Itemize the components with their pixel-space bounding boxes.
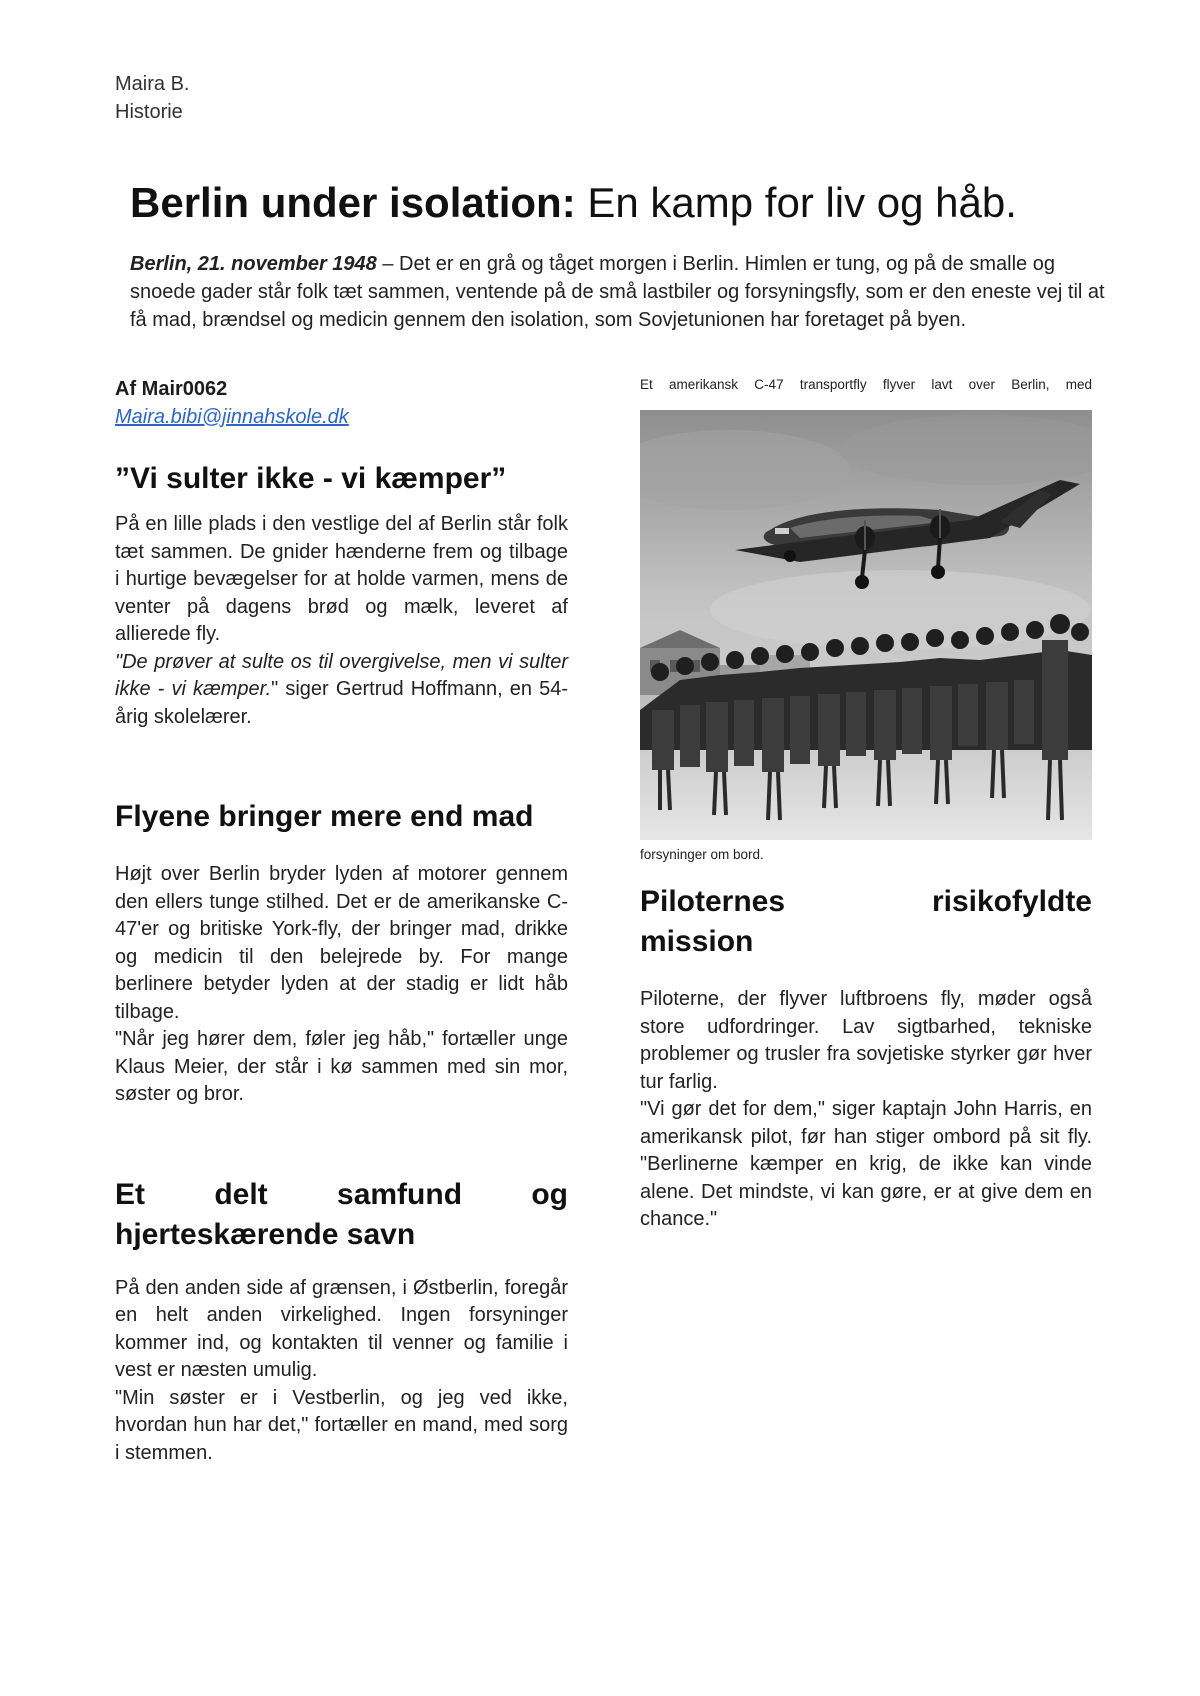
subject-name: Historie [115, 101, 183, 123]
section-quote: "Når jeg hører dem, føler jeg håb," fortæller unge Klaus Meier, der står i kø sammen med sin mor, søster og bror. [115, 1028, 568, 1105]
right-column [640, 376, 1092, 1234]
figure-caption-bottom: forsyninger om bord. [640, 847, 764, 862]
author-email-link[interactable]: Maira.bibi@jinnahskole.dk [115, 406, 349, 428]
dateline: Berlin, 21. november 1948 [130, 253, 377, 275]
section-quote: "Vi gør det for dem," siger kaptajn John Harris, en amerikansk pilot, før han stiger ombord på sit fly. "Berlinerne kæmper en krig, de ikke kan vinde alene. Det mindste, vi kan gøre, er at give dem en chance." [640, 1098, 1092, 1230]
title-bold: Berlin under isolation: [130, 179, 576, 226]
section-heading-flyene: Flyene bringer mere end mad [115, 800, 534, 833]
heading-line-1: Piloternes risikofyldte [640, 885, 1092, 918]
lead-text: – Det er en grå og tåget morgen i Berlin. Himlen er tung, og på de smalle og snoede gader står folk tæt sammen, ventende på de små lastbiler og forsyningsfly, som er den eneste vej til at få mad, brændsel og medicin gennem den isolation, som Sovjetunionen har foretaget på byen. [130, 253, 1105, 331]
section-paragraph: På en lille plads i den vestlige del af Berlin står folk tæt sammen. De gnider hænderne frem og tilbage i hurtige bevægelser for at holde varmen, mens de venter på dagens brød og mælk, leveret af allierede fly. [115, 513, 568, 645]
section-heading-delt-samfund: Et delt samfund og hjerteskærende savn [115, 1177, 568, 1251]
lead-paragraph [130, 250, 1110, 334]
section-quote: "Min søster er i Vestberlin, og jeg ved ikke, hvordan hun har det," fortæller en mand, med sorg i stemmen. [115, 1386, 568, 1464]
airlift-photo-illustration [640, 410, 1092, 840]
quote-attribution: " siger Gertrud Hoffmann, en 54-årig skolelærer. [115, 678, 568, 728]
section-heading-piloternes [640, 882, 1092, 962]
byline: Af Mair0062 [115, 378, 228, 400]
section-paragraph: Piloterne, der flyver luftbroens fly, møder også store udfordringer. Lav sigtbarhed, tekniske problemer og trusler fra sovjetiske styrker gør hver tur farlig. [640, 988, 1092, 1093]
section-paragraph: Højt over Berlin bryder lyden af motorer gennem den ellers tunge stilhed. Det er de amerikanske C-47'er og britiske York-fly, der bringer mad, drikke og medicin til den belejrede by. For mange berlinere betyder lyden at der stadig er lidt håb tilbage. [115, 863, 568, 1023]
heading-line-2: mission [640, 925, 754, 958]
airlift-photo [640, 410, 1092, 840]
student-header [115, 70, 189, 126]
left-column [115, 375, 568, 1467]
figure-caption-top: Et amerikansk C-47 transportfly flyver lavt over Berlin, med [640, 377, 1092, 392]
article-title [130, 178, 1017, 228]
section-heading-vi-sulter: ”Vi sulter ikke - vi kæmper” [115, 462, 507, 495]
section-quote [115, 649, 568, 732]
title-rest: En kamp for liv og håb. [575, 179, 1017, 226]
author-name: Maira B. [115, 73, 190, 95]
quote-italic: "De prøver at sulte os til overgivelse, men vi sulter ikke - vi kæmper. [115, 650, 568, 700]
section-paragraph: På den anden side af grænsen, i Østberlin, foregår en helt anden virkelighed. Ingen forsyninger kommer ind, og kontakten til venner og familie i vest er næsten umulig. [115, 1276, 568, 1381]
